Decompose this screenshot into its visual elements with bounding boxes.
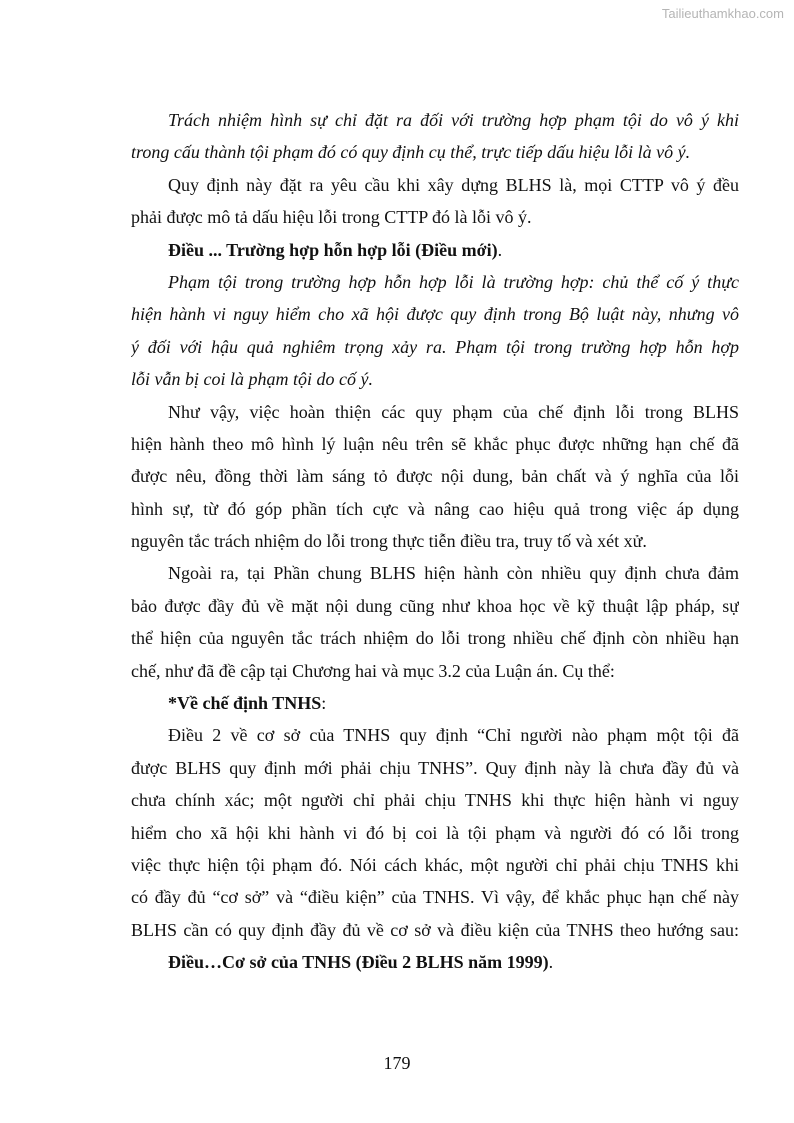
text-line xyxy=(131,784,739,816)
body-text: hình sự, từ đó góp phần tích cực và nâng cao hiệu quả trong việc áp dụng xyxy=(131,498,739,519)
heading-text: *Về chế định TNHS xyxy=(168,693,322,714)
text-line xyxy=(131,428,739,460)
body-text: phải được mô tả dấu hiệu lỗi trong CTTP đó là lỗi vô ý. xyxy=(131,207,532,228)
text-line xyxy=(131,687,739,719)
text-line xyxy=(131,234,739,266)
text-line xyxy=(131,557,739,589)
body-text: hiện hành vi nguy hiểm cho xã hội được quy định trong Bộ luật này, nhưng vô xyxy=(131,304,739,325)
text-line xyxy=(131,136,739,168)
text-line xyxy=(131,881,739,913)
body-text: chưa chính xác; một người chỉ phải chịu TNHS khi thực hiện hành vi nguy xyxy=(131,790,739,811)
page-number: 179 xyxy=(383,1053,411,1073)
body-text: Trách nhiệm hình sự chỉ đặt ra đối với trường hợp phạm tội do vô ý khi xyxy=(168,110,739,130)
text-line xyxy=(131,331,739,363)
text-line xyxy=(131,363,739,395)
body-text: ý đối với hậu quả nghiêm trọng xảy ra. Phạm tội trong trường hợp hỗn hợp xyxy=(131,336,739,357)
body-text: bảo được đầy đủ về mặt nội dung cũng như khoa học về kỹ thuật lập pháp, sự xyxy=(131,595,739,616)
text-line xyxy=(131,169,739,201)
text-line xyxy=(131,590,739,622)
body-text: thể hiện của nguyên tắc trách nhiệm do lỗi trong nhiều chế định còn nhiều hạn xyxy=(131,628,739,649)
body-text: Điều 2 về cơ sở của TNHS quy định “Chỉ người nào phạm một tội đã xyxy=(168,725,739,746)
body-text: có đầy đủ “cơ sở” và “điều kiện” của TNHS. Vì vậy, để khắc phục hạn chế này xyxy=(131,887,739,908)
text-line xyxy=(131,719,739,751)
body-text: trong cấu thành tội phạm đó có quy định cụ thể, trực tiếp dấu hiệu lỗi là vô ý. xyxy=(131,142,691,163)
text-line xyxy=(131,752,739,784)
body-text: lỗi vẫn bị coi là phạm tội do cố ý. xyxy=(131,369,373,390)
body-text: hiện hành theo mô hình lý luận nêu trên sẽ khắc phục được những hạn chế đã xyxy=(131,433,739,454)
text-line xyxy=(131,525,739,557)
document-body xyxy=(131,104,739,979)
body-text: được BLHS quy định mới phải chịu TNHS”. Quy định này là chưa đầy đủ và xyxy=(131,757,739,778)
text-line xyxy=(131,655,739,687)
punctuation: . xyxy=(497,239,503,260)
punctuation: . xyxy=(548,952,554,973)
text-line xyxy=(131,622,739,654)
body-text: BLHS cần có quy định đầy đủ về cơ sở và điều kiện của TNHS theo hướng sau: xyxy=(131,919,739,940)
text-line xyxy=(131,946,739,978)
text-line xyxy=(131,460,739,492)
text-line xyxy=(131,493,739,525)
body-text: được nêu, đồng thời làm sáng tỏ được nội dung, bản chất và ý nghĩa của lỗi xyxy=(131,466,739,487)
text-line xyxy=(131,849,739,881)
text-line xyxy=(131,914,739,946)
punctuation: : xyxy=(321,693,327,714)
text-line xyxy=(131,396,739,428)
text-line xyxy=(131,201,739,233)
body-text: Phạm tội trong trường hợp hỗn hợp lỗi là trường hợp: chủ thể cố ý thực xyxy=(168,271,739,292)
body-text: nguyên tắc trách nhiệm do lỗi trong thực tiễn điều tra, truy tố và xét xử. xyxy=(131,531,647,552)
heading-text: Điều…Cơ sở của TNHS (Điều 2 BLHS năm 1999) xyxy=(168,952,549,973)
text-line xyxy=(131,104,739,136)
body-text: chế, như đã đề cập tại Chương hai và mục 3.2 của Luận án. Cụ thể: xyxy=(131,660,615,681)
body-text: Quy định này đặt ra yêu cầu khi xây dựng BLHS là, mọi CTTP vô ý đều xyxy=(168,174,739,195)
body-text: hiểm cho xã hội khi hành vi đó bị coi là tội phạm và người đó có lỗi trong xyxy=(131,822,739,843)
body-text: việc thực hiện tội phạm đó. Nói cách khác, một người chỉ phải chịu TNHS khi xyxy=(131,854,739,875)
text-line xyxy=(131,266,739,298)
body-text: Như vậy, việc hoàn thiện các quy phạm của chế định lỗi trong BLHS xyxy=(168,401,739,422)
heading-text: Điều ... Trường hợp hỗn hợp lỗi (Điều mới) xyxy=(168,239,498,260)
body-text: Ngoài ra, tại Phần chung BLHS hiện hành còn nhiều quy định chưa đảm xyxy=(168,563,739,584)
watermark: Tailieuthamkhao.com xyxy=(661,6,784,21)
text-line xyxy=(131,817,739,849)
text-line xyxy=(131,298,739,330)
